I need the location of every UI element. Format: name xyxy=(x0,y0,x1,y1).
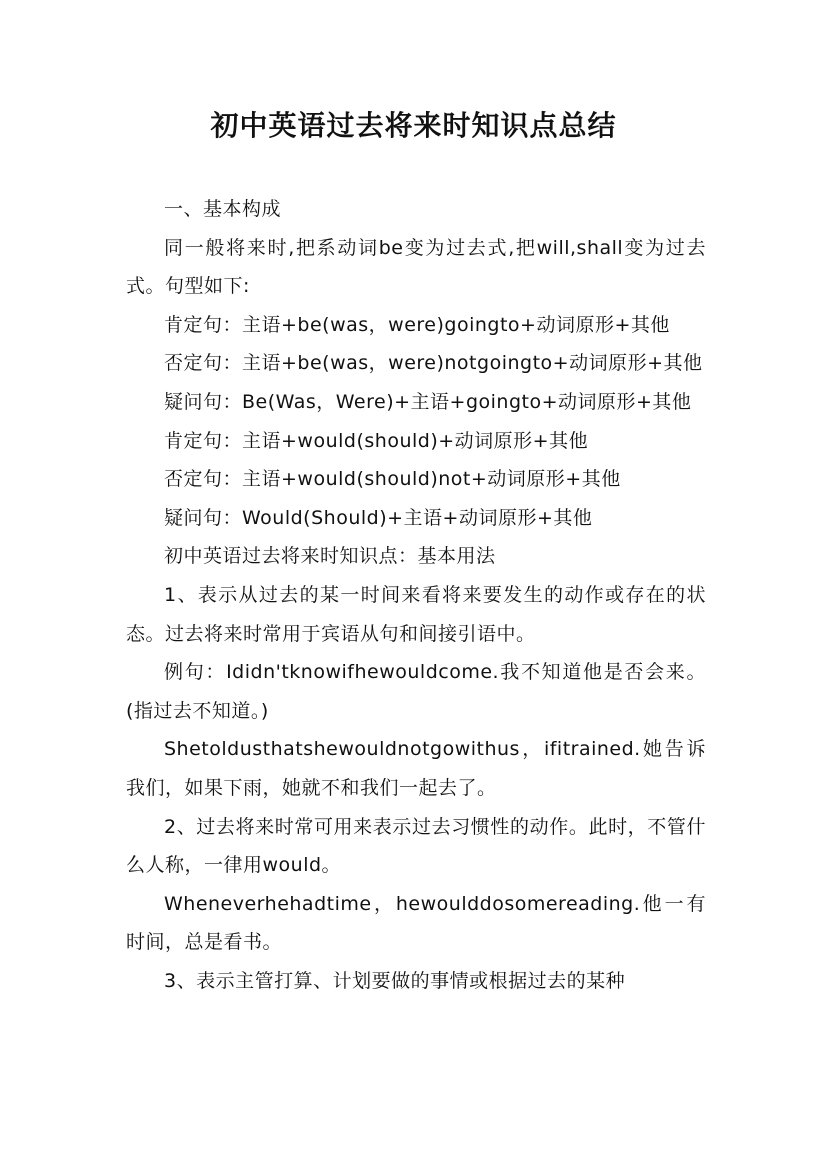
pattern-question-1: 疑问句：Be(Was，Were)+主语+goingto+动词原形+其他 xyxy=(164,390,692,413)
paragraph-intro: 同一般将来时,把系动词be变为过去式,把will,shall变为过去式。句型如下: xyxy=(126,236,706,298)
section-heading-basic-structure: 一、基本构成 xyxy=(164,198,282,220)
example-3: Wheneverhehadtime，hewoulddosomereading.他一有时间，总是看书。 xyxy=(126,892,706,954)
pattern-negative-2: 否定句：主语+would(should)not+动词原形+其他 xyxy=(164,468,621,491)
pattern-question-2: 疑问句：Would(Should)+主语+动词原形+其他 xyxy=(164,506,593,529)
document-body xyxy=(126,190,706,1000)
pattern-affirmative-2: 肯定句：主语+would(should)+动词原形+其他 xyxy=(164,429,589,452)
example-2: Shetoldusthatshewouldnotgowithus，ifitrained.她告诉我们，如果下雨，她就不和我们一起去了。 xyxy=(126,738,706,799)
usage-3: 3、表示主管打算、计划要做的事情或根据过去的某种 xyxy=(164,969,626,992)
document-title: 初中英语过去将来时知识点总结 xyxy=(210,109,617,142)
usage-1: 1、表示从过去的某一时间来看将来要发生的动作或存在的状态。过去将来时常用于宾语从句和间接引语中。 xyxy=(126,583,706,645)
pattern-negative-1: 否定句：主语+be(was，were)notgoingto+动词原形+其他 xyxy=(164,352,703,375)
pattern-affirmative-1: 肯定句：主语+be(was，were)goingto+动词原形+其他 xyxy=(164,313,670,336)
example-1: 例句：Ididn'tknowifhewouldcome.我不知道他是否会来。(指过去不知道。) xyxy=(126,661,706,722)
section-heading-basic-usage: 初中英语过去将来时知识点：基本用法 xyxy=(164,545,496,568)
usage-2: 2、过去将来时常可用来表示过去习惯性的动作。此时，不管什么人称，一律用would。 xyxy=(126,815,706,877)
